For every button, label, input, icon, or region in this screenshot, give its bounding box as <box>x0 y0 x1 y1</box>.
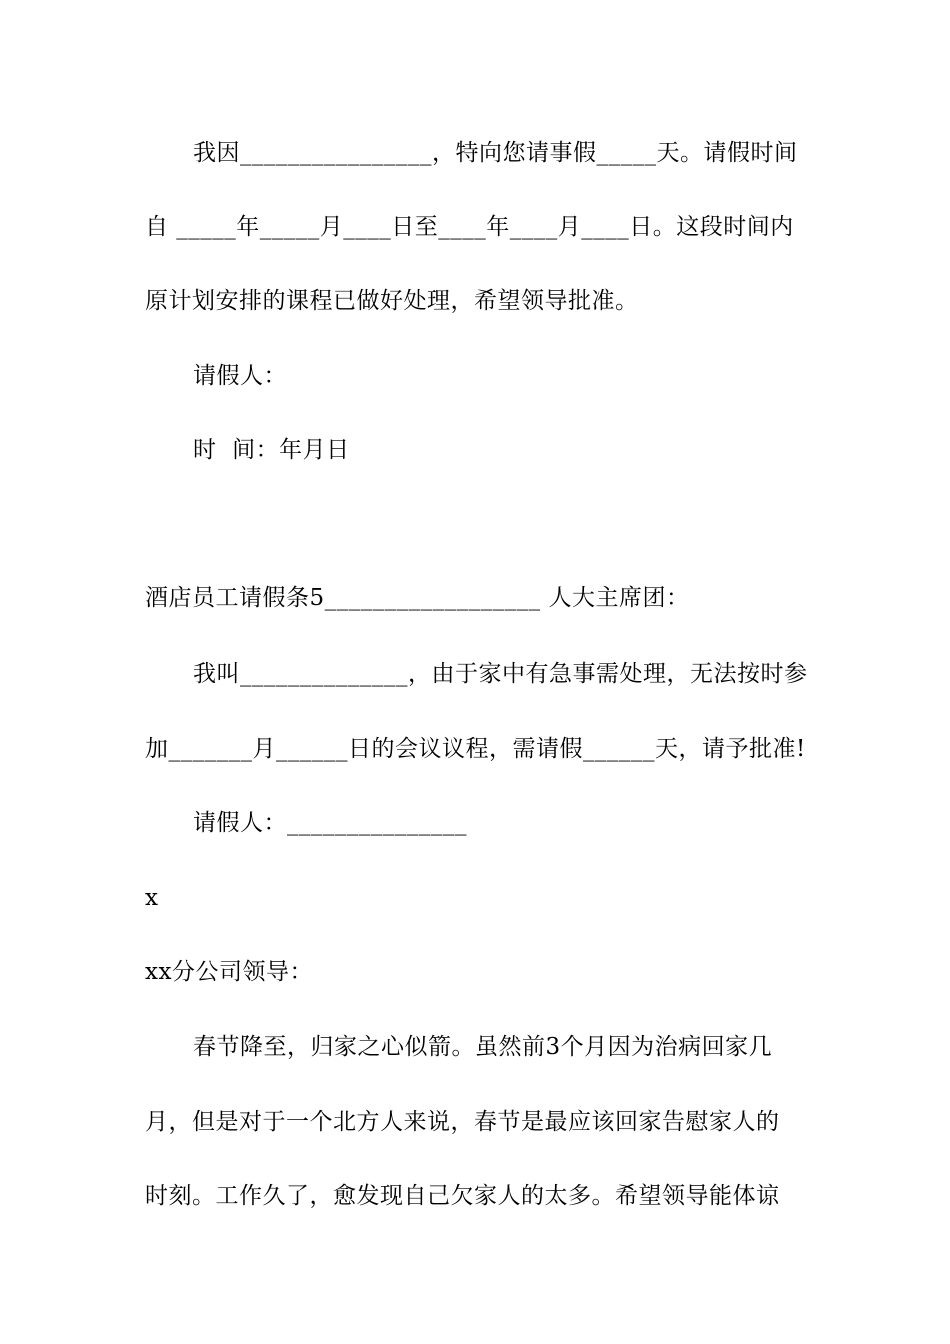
applicant-signature-line: 请假人：_______________ <box>193 810 467 836</box>
date-label: 时 间：年月日 <box>193 437 350 463</box>
meeting-leave-line: 加_______月______日的会议议程，需请假______天，请予批准! <box>145 736 806 762</box>
section-heading-hotel-leave: 酒店员工请假条5__________________ 人大主席团： <box>145 585 690 611</box>
spring-festival-line-1: 春节降至，归家之心似箭。虽然前3个月因为治病回家几 <box>193 1034 773 1060</box>
urgent-matter-line: 我叫______________，由于家中有急事需处理，无法按时参 <box>193 661 808 687</box>
applicant-label: 请假人： <box>193 363 287 389</box>
leave-reason-line: 我因________________，特向您请事假_____天。请假时间 <box>193 140 798 166</box>
stray-x-line: x <box>145 885 159 911</box>
spring-festival-line-2: 月，但是对于一个北方人来说，春节是最应该回家告慰家人的 <box>145 1109 780 1135</box>
course-arrangement-line: 原计划安排的课程已做好处理，希望领导批准。 <box>145 288 639 314</box>
leave-period-line: 自 _____年_____月____日至____年____月____日。这段时间内 <box>145 214 794 240</box>
spring-festival-line-3: 时刻。工作久了，愈发现自己欠家人的太多。希望领导能体谅 <box>145 1183 780 1209</box>
salutation-line: xx分公司领导： <box>145 959 313 985</box>
